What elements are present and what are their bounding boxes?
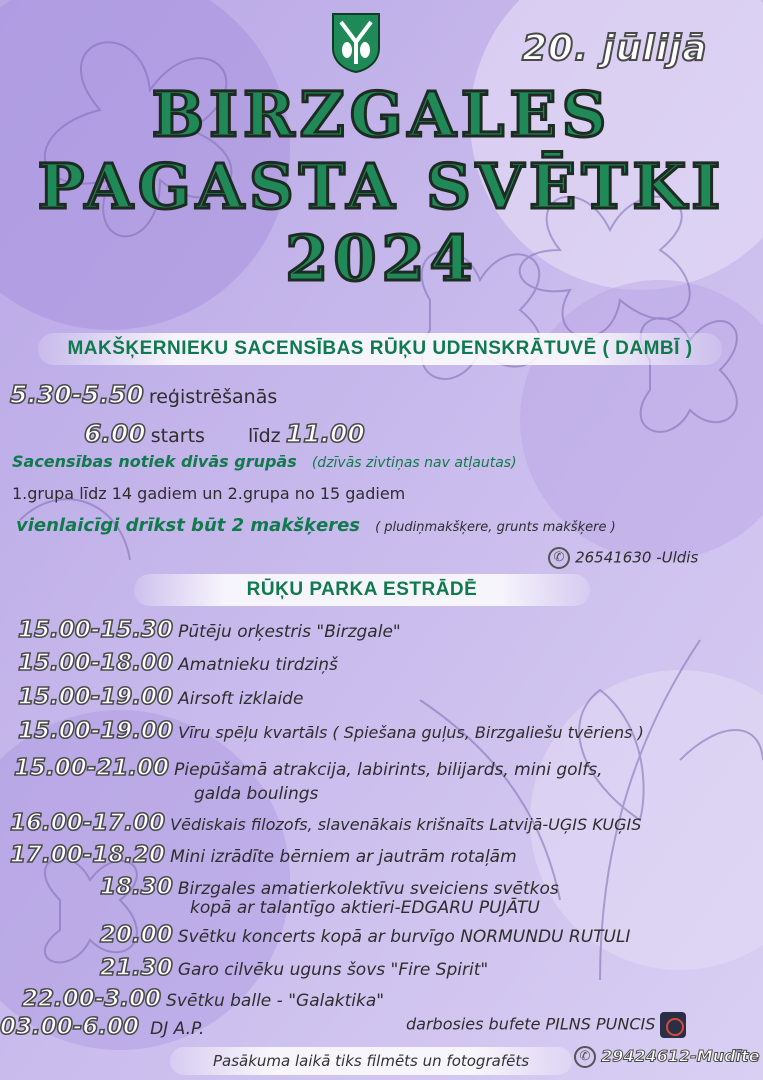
start-label: starts xyxy=(150,425,205,447)
fishing-contact-text: 26541630 -Uldis xyxy=(575,548,699,567)
footer-contact-text: 29424612-Mudīte xyxy=(601,1046,760,1066)
event-text: Piepūšamā atrakcija, labirints, bilijards, mini golfs, xyxy=(174,760,603,780)
start-time: 6.00 xyxy=(84,419,146,448)
registration-time: 5.30-5.50 xyxy=(10,380,144,409)
event-time: 03.00-6.00 xyxy=(0,1014,140,1040)
event-row xyxy=(10,842,517,868)
event-time: 18.30 xyxy=(100,874,173,900)
event-time: 20.00 xyxy=(100,922,173,948)
event-row xyxy=(100,955,488,981)
event-time: 22.00-3.00 xyxy=(22,986,162,1012)
title-line-1: BIRZGALES xyxy=(151,78,612,151)
fishing-banner: MAKŠĶERNIEKU SACENSĪBAS RŪĶU UDENSKRĀTUVĒ ( DAMBĪ ) xyxy=(38,333,722,365)
groups-detail: 1.grupa līdz 14 gadiem un 2.grupa no 15 gadiem xyxy=(12,484,406,503)
event-text: Svētku koncerts kopā ar burvīgo NORMUNDU RUTULI xyxy=(177,927,631,947)
event-row-continuation xyxy=(194,784,318,804)
title-line-3: 2024 xyxy=(285,222,478,295)
event-row xyxy=(14,755,603,781)
fishing-start xyxy=(84,419,365,448)
event-time: 15.00-19.00 xyxy=(18,718,174,744)
birzgale-coat-of-arms xyxy=(331,12,381,74)
groups-note: (dzīvās zivtiņas nav atļautas) xyxy=(311,455,517,471)
event-time: 21.30 xyxy=(100,955,173,981)
fishing-groups xyxy=(12,452,517,471)
until-label: līdz xyxy=(248,425,281,447)
event-text: DJ A.P. xyxy=(150,1019,205,1039)
event-time: 15.00-18.00 xyxy=(18,650,174,676)
park-banner: RŪĶU PARKA ESTRĀDĒ xyxy=(134,574,590,606)
event-row xyxy=(18,650,338,676)
footer-contact xyxy=(574,1046,760,1068)
fishing-registration xyxy=(10,380,277,409)
event-row-continuation xyxy=(190,898,540,918)
event-row xyxy=(100,922,630,948)
title-line-2: PAGASTA SVĒTKI xyxy=(37,150,726,223)
pilns-puncis-logo-icon xyxy=(660,1012,686,1038)
event-row xyxy=(22,986,384,1012)
event-time: 15.00-21.00 xyxy=(14,755,170,781)
event-time: 15.00-15.30 xyxy=(18,617,174,643)
event-date: 20. jūlijā xyxy=(522,28,708,69)
event-text: Airsoft izklaide xyxy=(178,689,304,709)
event-text: Vīru spēļu kvartāls ( Spiešana guļus, Birzgaliešu tvēriens ) xyxy=(178,723,644,742)
event-text: Mini izrādīte bērniem ar jautrām rotaļām xyxy=(170,847,517,867)
event-time: 17.00-18.20 xyxy=(10,842,166,868)
event-row xyxy=(18,718,644,744)
rods-note: ( pludiņmakšķere, grunts makšķere ) xyxy=(375,520,616,535)
event-row xyxy=(0,1014,204,1040)
fishing-contact xyxy=(548,547,698,569)
event-text: Pūtēju orķestris "Birzgale" xyxy=(178,622,401,642)
event-time: 15.00-19.00 xyxy=(18,684,174,710)
registration-label: reģistrēšanās xyxy=(148,386,278,408)
bufete-text: darbosies bufete PILNS PUNCIS xyxy=(406,1014,656,1034)
event-time: 16.00-17.00 xyxy=(10,810,166,836)
event-text: Svētku balle - "Galaktika" xyxy=(166,991,385,1011)
event-text: galda boulings xyxy=(194,784,319,804)
phone-icon: ✆ xyxy=(548,547,570,569)
event-text: kopā ar talantīgo aktieri-EDGARU PUJĀTU xyxy=(190,898,540,918)
event-text: Vēdiskais filozofs, slavenākais krišnaīts Latvijā-UĢIS KUĢIS xyxy=(170,815,642,834)
event-text: Birzgales amatierkolektīvu sveiciens svētkos xyxy=(177,879,559,899)
event-text: Garo cilvēku uguns šovs "Fire Spirit" xyxy=(177,960,489,980)
fishing-rods xyxy=(16,515,616,536)
event-row xyxy=(18,617,401,643)
fishing-groups-detail xyxy=(12,484,405,503)
bufete-note xyxy=(406,1012,686,1038)
until-time: 11.00 xyxy=(285,419,365,448)
footer-note: Pasākuma laikā tiks filmēts un fotografēts xyxy=(170,1047,572,1075)
groups-title: Sacensības notiek divās grupās xyxy=(12,452,297,471)
event-row xyxy=(18,684,303,710)
event-row xyxy=(100,874,559,900)
event-text: Amatnieku tirdziņš xyxy=(178,655,338,675)
rods-title: vienlaicīgi drīkst būt 2 makšķeres xyxy=(16,515,360,536)
event-row xyxy=(10,810,641,836)
phone-icon: ✆ xyxy=(574,1046,596,1068)
